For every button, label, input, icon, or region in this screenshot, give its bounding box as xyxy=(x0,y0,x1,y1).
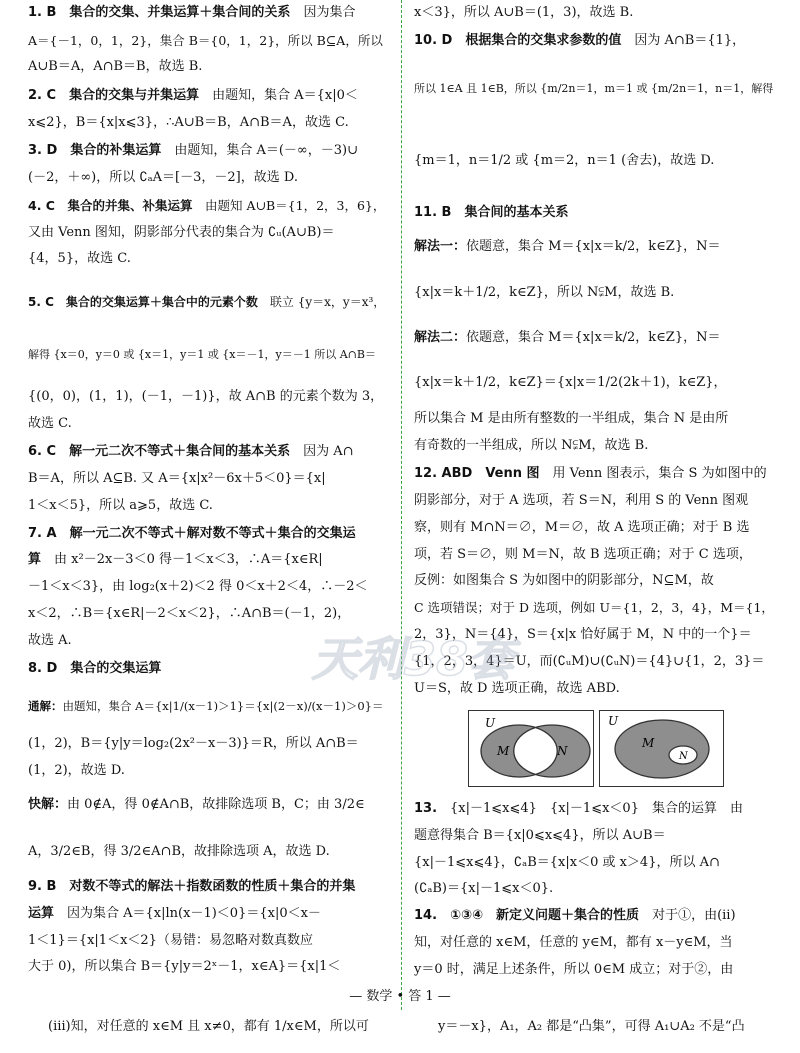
line-text: U＝S，故 D 选项正确，故选 ABD. xyxy=(414,681,620,696)
line-text: (∁ₐB)＝{x|－1⩽x＜0}. xyxy=(414,881,554,896)
line-text: 依题意，集合 M＝{x|x＝k/2，k∈Z}，N＝ xyxy=(466,239,721,254)
right-line xyxy=(414,465,767,483)
left-line xyxy=(28,932,313,950)
line-text: {1，2，3，4}＝U，而(∁ᵤM)∪(∁ᵤN)＝{4}∪{1，2，3}＝ xyxy=(414,654,765,669)
question-number: 2. C xyxy=(28,88,70,103)
line-text: －1＜x＜3}，由 log₂(x＋2)＜2 得 0＜x＋2＜4，∴－2＜ xyxy=(28,579,368,594)
left-line xyxy=(28,293,385,311)
line-text: 阴影部分，对于 A 选项，若 S＝N，利用 S 的 Venn 图观 xyxy=(414,493,749,508)
question-number: 8. D xyxy=(28,661,71,676)
line-text: (－2，＋∞)，所以 ∁ₐA＝[－3，－2]，故选 D. xyxy=(28,170,298,185)
line-text: 由题知，集合 A＝{x|1/(x－1)＞1}＝{x|(2－x)/(x－1)＞0}＝ xyxy=(62,699,384,713)
venn-diagram-left xyxy=(468,710,594,787)
line-text: 2，3}，N＝{4}，S＝{x|x 恰好属于 M，N 中的一个}＝ xyxy=(414,627,752,642)
question-number: 7. A xyxy=(28,526,70,541)
right-line xyxy=(414,854,720,872)
question-number: 14. xyxy=(414,908,451,923)
line-text: 题意得集合 B＝{x|0⩽x⩽4}，所以 A∪B＝ xyxy=(414,828,666,843)
topic-tag: 集合的交集运算＋集合中的元素个数 xyxy=(65,295,258,309)
line-text: 因为集合 A＝{x|ln(x－1)＜0}＝{x|0＜x－ xyxy=(54,906,321,921)
left-line xyxy=(28,697,383,715)
line-text: (1，2)，B＝{y|y＝log₂(2x²－x－3)}＝R，所以 A∩B＝ xyxy=(28,736,359,751)
next-page-right-text: y＝－x}，A₁，A₂ 都是“凸集”，可得 A₁∪A₂ 不是“凸 xyxy=(438,1019,745,1034)
left-line xyxy=(28,735,359,753)
line-text: 用 Venn 图表示，集合 S 为如图中的 xyxy=(539,466,767,481)
left-line xyxy=(28,796,365,814)
next-page-left-text: (ⅲ)知，对任意的 x∈M 且 x≠0，都有 1/x∈M，所以可 xyxy=(48,1019,369,1034)
watermark-logo xyxy=(292,613,542,698)
right-line xyxy=(414,880,553,898)
line-text: {4，5}，故选 C. xyxy=(28,251,131,266)
line-text: 因为 A∩ xyxy=(290,444,354,459)
left-line xyxy=(28,114,349,132)
line-text: 因为 A∩B＝{1}， xyxy=(621,33,746,48)
topic-tag: 对数不等式的解法＋指数函数的性质＋集合的并集 xyxy=(69,879,356,894)
line-text: {x|－1⩽x⩽4}，∁ₐB＝{x|x＜0 或 x＞4}，所以 A∩ xyxy=(414,855,720,870)
left-line xyxy=(28,443,354,461)
left-line xyxy=(28,388,383,406)
left-line xyxy=(28,551,323,569)
right-line xyxy=(414,492,748,510)
line-text: 故选 A. xyxy=(28,633,72,648)
question-number: 10. D xyxy=(414,33,466,48)
line-text: 察，则有 M∩N＝∅，M＝∅，故 A 选项正确；对于 B 选 xyxy=(414,520,750,535)
left-line xyxy=(28,578,368,596)
line-text: 大于 0)，所以集合 B＝{y|y＝2ˣ－1，x∈A}＝{x|1＜ xyxy=(28,959,341,974)
question-number: 4. C xyxy=(28,198,68,213)
venn-right-svg xyxy=(600,711,723,786)
venn-left-n: N xyxy=(557,744,568,758)
left-line xyxy=(28,762,125,780)
right-line xyxy=(414,329,720,347)
line-text: 项，若 S＝∅，则 M＝N，故 B 选项正确；对于 C 选项， xyxy=(414,547,752,562)
line-text: 联立 {y＝x，y＝x³， xyxy=(257,295,386,309)
right-line xyxy=(414,907,736,925)
left-line xyxy=(28,4,355,22)
line-text: {x|x＝k＋1/2，k∈Z}，所以 N⫋M，故选 B. xyxy=(414,285,675,300)
topic-tag: Venn 图 xyxy=(485,466,540,481)
line-text: 1＜x＜5}，所以 a⩾5，故选 C. xyxy=(28,498,213,513)
topic-tag: 解法一： xyxy=(414,239,467,254)
left-line xyxy=(28,958,340,976)
line-text: A，3/2∈B，得 3/2∈A∩B，故排除选项 A，故选 D. xyxy=(28,844,330,859)
line-text: 由题知 A∪B＝{1，2，3，6}， xyxy=(192,198,386,213)
left-line xyxy=(28,87,358,105)
line-text: C 选项错误；对于 D 选项，例如 U＝{1，2，3，4}，M＝{1， xyxy=(414,600,774,615)
right-line xyxy=(414,934,733,952)
line-text: 依题意，集合 M＝{x|x＝k/2，k∈Z}，N＝ xyxy=(466,330,721,345)
line-text: 1＜1}＝{x|1＜x＜2}（易错：易忽略对数真数应 xyxy=(28,933,313,948)
topic-tag: 解法二： xyxy=(414,330,467,345)
line-text: 由 x²－2x－3＜0 得－1＜x＜3，∴A＝{x∈R| xyxy=(41,552,323,567)
venn-left-m: M xyxy=(497,744,510,758)
right-line xyxy=(414,961,733,979)
line-text: B＝A，所以 A⊆B. 又 A＝{x|x²－6x＋5＜0}＝{x| xyxy=(28,471,326,486)
line-text: 解得 {x＝0，y＝0 或 {x＝1，y＝1 或 {x＝－1，y＝－1 所以 A∩B＝ xyxy=(28,348,376,361)
column-divider xyxy=(401,0,402,1010)
venn-right-n: N xyxy=(679,751,688,762)
question-number: 13. xyxy=(414,801,451,816)
left-line xyxy=(28,169,298,187)
question-number: 9. B xyxy=(28,879,70,894)
left-line xyxy=(28,142,358,160)
topic-tag: 通解： xyxy=(28,699,63,713)
topic-tag: 集合的交集运算 xyxy=(70,661,162,676)
line-text: x＜2，∴B＝{x∈R|－2＜x＜2}，∴A∩B＝(－1，2)， xyxy=(28,606,351,621)
right-line xyxy=(414,80,773,98)
right-line xyxy=(414,519,750,537)
topic-tag: 集合的交集、并集运算＋集合间的关系 xyxy=(69,5,291,20)
venn-left-u: U xyxy=(485,716,496,730)
topic-tag: 集合的补集运算 xyxy=(70,143,162,158)
left-line xyxy=(28,197,385,215)
venn-diagram-right xyxy=(599,710,724,787)
page-footer: — 数学 • 答 1 — xyxy=(349,989,451,1004)
line-text: {x|x＝k＋1/2，k∈Z}＝{x|x＝1/2(2k＋1)，k∈Z}， xyxy=(414,375,727,390)
topic-tag: 快解： xyxy=(28,797,68,812)
right-line xyxy=(414,152,714,170)
question-number: 5. C xyxy=(28,295,66,309)
topic-tag: 集合的并集、补集运算 xyxy=(67,198,193,213)
right-line xyxy=(414,827,666,845)
right-line xyxy=(414,4,633,22)
topic-tag: ①③④ 新定义问题＋集合的性质 xyxy=(450,908,640,923)
left-line xyxy=(28,497,213,515)
right-line xyxy=(414,800,743,818)
line-text: (1，2)，故选 D. xyxy=(28,763,125,778)
question-number: 11. B xyxy=(414,205,465,220)
left-line xyxy=(28,346,376,364)
line-text: 所以集合 M 是由所有整数的一半组成，集合 N 是由所 xyxy=(414,411,729,426)
topic-tag: 算 xyxy=(28,552,42,567)
venn-right-u: U xyxy=(608,714,619,728)
left-line xyxy=(28,525,356,543)
line-text: {x|－1⩽x⩽4} {x|－1⩽x＜0} 集合的运算 由 xyxy=(450,801,743,816)
topic-tag: 运算 xyxy=(28,906,55,921)
left-line xyxy=(28,843,330,861)
left-line xyxy=(28,905,321,923)
question-number: 1. B xyxy=(28,5,70,20)
line-text: 有奇数的一半组成，所以 N⫋M，故选 B. xyxy=(414,438,649,453)
right-line xyxy=(414,204,568,222)
left-line xyxy=(28,632,72,650)
topic-tag: 集合的交集与并集运算 xyxy=(69,88,200,103)
right-line xyxy=(414,410,728,428)
line-text: 对于①，由(ⅱ) xyxy=(639,908,736,923)
right-line xyxy=(414,238,720,256)
line-text: x⩽2}，B＝{x|x⩽3}，∴A∪B＝B，A∩B＝A，故选 C. xyxy=(28,115,349,130)
left-line xyxy=(28,250,131,268)
question-number: 12. ABD xyxy=(414,466,486,481)
left-line xyxy=(28,224,334,242)
line-text: 由 0∉A，得 0∉A∩B，故排除选项 B，C；由 3/2∈ xyxy=(67,797,365,812)
right-line xyxy=(414,374,727,392)
topic-tag: 集合间的基本关系 xyxy=(464,205,569,220)
right-line xyxy=(414,572,714,590)
left-line xyxy=(28,470,326,488)
left-line xyxy=(28,58,202,76)
line-text: 由题知，集合 A＝(－∞，－3)∪ xyxy=(161,143,358,158)
line-text: 由题知，集合 A＝{x|0＜ xyxy=(199,88,358,103)
line-text: 又由 Venn 图知，阴影部分代表的集合为 ∁ᵤ(A∪B)＝ xyxy=(28,225,335,240)
topic-tag: 解一元二次不等式＋解对数不等式＋集合的交集运 xyxy=(69,526,356,541)
line-text: A＝{－1，0，1，2}，集合 B＝{0，1，2}，所以 B⊆A，所以 xyxy=(28,33,383,48)
left-line xyxy=(28,878,355,896)
left-line xyxy=(28,660,161,678)
line-text: 反例：如图集合 S 为如图中的阴影部分，N⊆M，故 xyxy=(414,573,714,588)
right-line xyxy=(414,437,648,455)
line-text: 因为集合 xyxy=(290,5,356,20)
line-text: 故选 C. xyxy=(28,416,72,431)
watermark-text: 天利38套 xyxy=(312,632,515,686)
left-line xyxy=(28,415,72,433)
line-text: 所以 1∈A 且 1∈B，所以 {m/2n＝1，m＝1 或 {m/2n＝1，n＝1，解得 xyxy=(414,82,774,95)
line-text: y＝0 时，满足上述条件，所以 0∈M 成立；对于②，由 xyxy=(414,962,734,977)
line-text: 知，对任意的 x∈M，任意的 y∈M，都有 x－y∈M，当 xyxy=(414,935,733,950)
line-text: {m＝1，n＝1/2 或 {m＝2，n＝1 (舍去)，故选 D. xyxy=(414,153,715,168)
left-line xyxy=(28,32,383,50)
right-line xyxy=(414,284,674,302)
venn-left-svg xyxy=(469,711,593,786)
topic-tag: 解一元二次不等式＋集合间的基本关系 xyxy=(69,444,291,459)
venn-right-m: M xyxy=(642,736,655,750)
line-text: A∪B＝A，A∩B＝B，故选 B. xyxy=(28,59,203,74)
line-text: {(0，0)，(1，1)，(－1，－1)}，故 A∩B 的元素个数为 3， xyxy=(28,389,384,404)
topic-tag: 根据集合的交集求参数的值 xyxy=(465,33,622,48)
question-number: 3. D xyxy=(28,143,71,158)
line-text: x＜3}，所以 A∪B＝(1，3)，故选 B. xyxy=(414,5,634,20)
right-line xyxy=(414,32,745,50)
right-line xyxy=(414,546,752,564)
question-number: 6. C xyxy=(28,444,70,459)
